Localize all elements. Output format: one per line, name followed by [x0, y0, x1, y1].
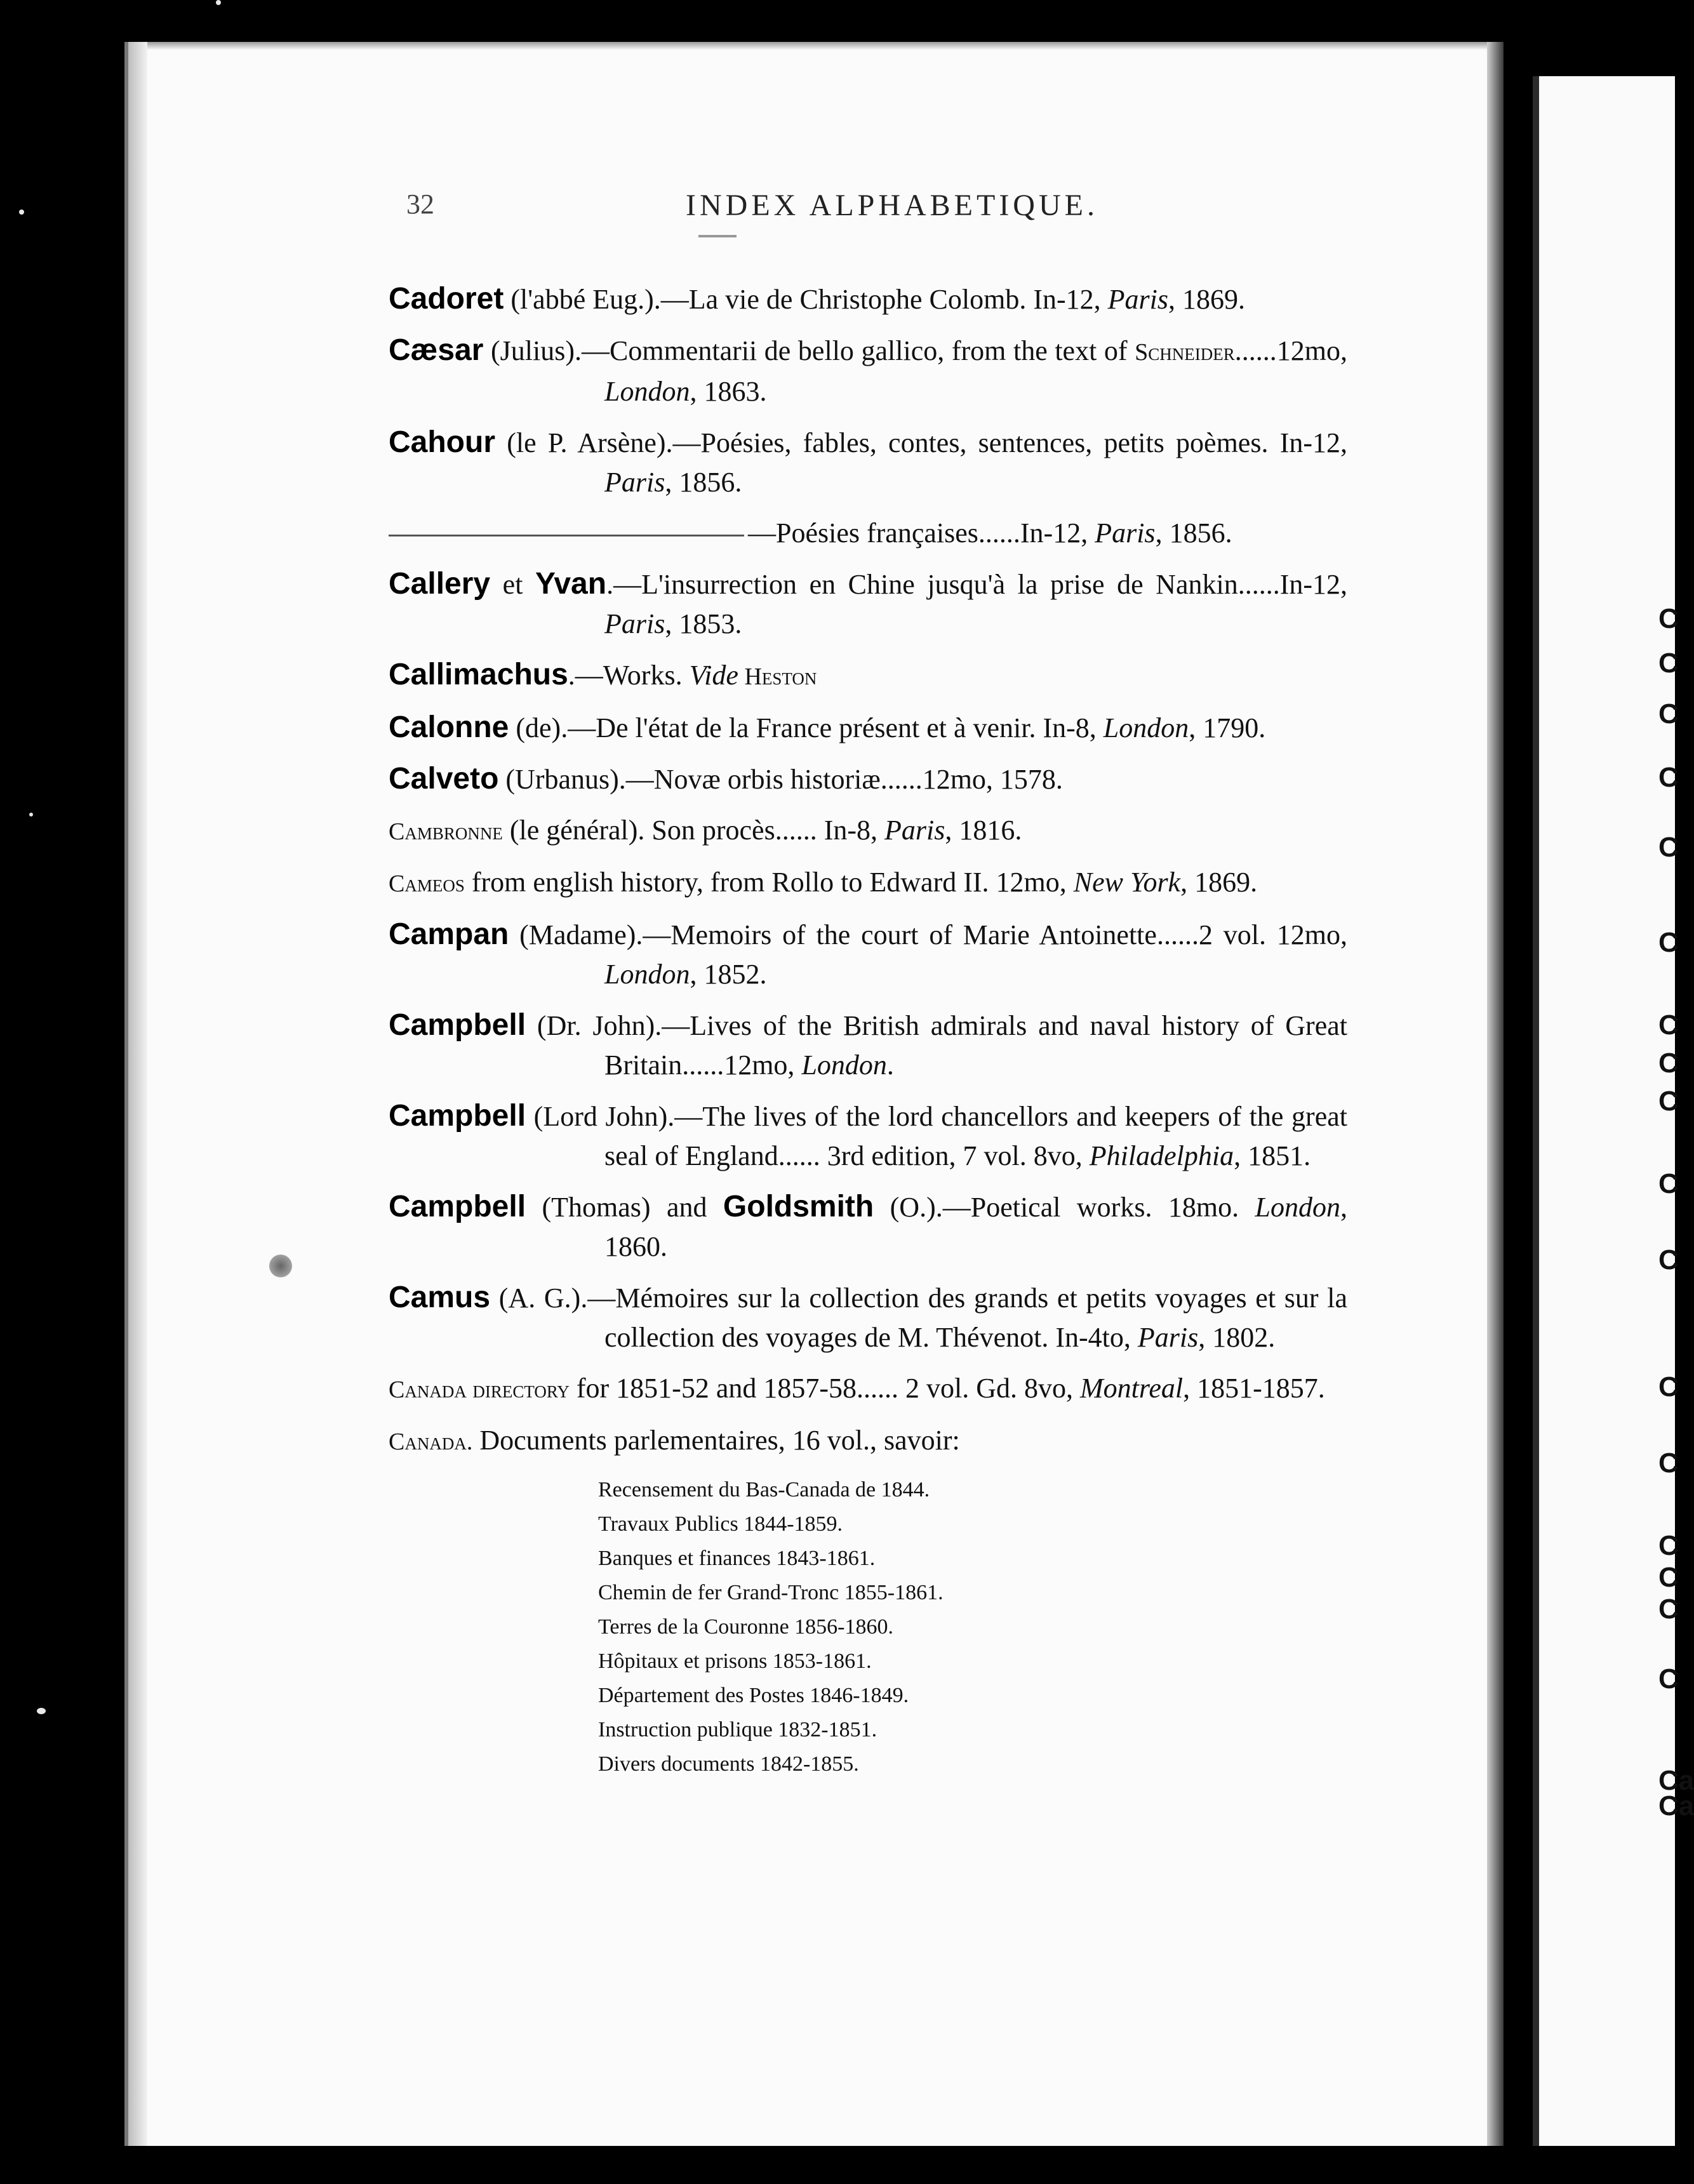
- index-entry: [389, 279, 1347, 319]
- document-item: Chemin de fer Grand-Tronc 1855-1861.: [598, 1581, 944, 1604]
- entry-headword: Campbell: [389, 1008, 526, 1042]
- facing-page-letter: C: [1658, 1663, 1679, 1695]
- entry-place: Paris: [1137, 1322, 1199, 1353]
- index-entry: [389, 811, 1347, 851]
- document-item: Travaux Publics 1844-1859.: [598, 1512, 843, 1536]
- entry-headword: Camus: [389, 1281, 491, 1314]
- entry-text: —Poésies françaises......In-12,: [748, 517, 1095, 549]
- entry-qualifier: (Lord John).: [526, 1101, 675, 1132]
- index-entries: [389, 279, 1347, 1781]
- facing-page-letter: C: [1658, 762, 1679, 793]
- entry-place: Paris: [884, 815, 945, 846]
- entry-headword: Cadoret: [389, 282, 504, 316]
- entry-text: —Commentarii de bello gallico, from the text of: [582, 335, 1135, 366]
- entry-qualifier: (Dr. John).: [526, 1010, 662, 1041]
- entry-place: London: [801, 1049, 887, 1081]
- index-entry: [389, 514, 1347, 553]
- facing-page-letter: C: [1658, 1371, 1679, 1402]
- entry-place: Paris: [1107, 284, 1169, 315]
- dust-speck: [29, 813, 33, 816]
- running-title: INDEX ALPHABETIQUE.: [686, 189, 1098, 222]
- entry-headword: Calveto: [389, 762, 499, 796]
- entry-place: London: [604, 376, 690, 407]
- entry-headword: Canada directory: [389, 1376, 570, 1403]
- entry-place: Paris: [604, 608, 665, 639]
- index-entry: [389, 915, 1347, 994]
- entry-headword: Campbell: [389, 1190, 526, 1223]
- entry-qualifier: (le P. Arsène).: [495, 427, 673, 458]
- entry-date: , 1853.: [665, 608, 742, 639]
- page-spine-edge: [124, 42, 147, 2146]
- index-entry: [389, 1096, 1347, 1176]
- facing-page-letter: C: [1658, 1086, 1679, 1117]
- entry-date: , 1869.: [1180, 867, 1258, 898]
- entry-headword: Callery: [389, 567, 491, 601]
- index-entry: [389, 863, 1347, 903]
- page-number: 32: [406, 189, 434, 220]
- entry-place: London: [604, 959, 690, 990]
- index-entry: [389, 1006, 1347, 1085]
- index-entry: [389, 1369, 1347, 1409]
- entry-headword: Callimachus: [389, 658, 568, 691]
- facing-page-letter: C: [1658, 1594, 1679, 1625]
- entry-text: —Novæ orbis historiæ......12mo, 1578.: [625, 764, 1063, 795]
- document-item: Terres de la Couronne 1856-1860.: [598, 1615, 893, 1639]
- dust-speck: [37, 1708, 46, 1714]
- entry-place: Vide: [689, 660, 738, 691]
- canada-documents-list: [598, 1473, 1347, 1781]
- entry-qualifier: (de).: [509, 712, 568, 743]
- entry-date: , 1851.: [1234, 1140, 1311, 1171]
- entry-text: (le général). Son procès...... In-8,: [502, 815, 884, 846]
- entry-date: , 1863.: [690, 376, 767, 407]
- entry-text: for 1851-52 and 1857-58...... 2 vol. Gd. 8vo,: [569, 1373, 1080, 1404]
- entry-text: Documents parlementaires, 16 vol., savoir:: [472, 1425, 960, 1456]
- entry-place: Montreal: [1080, 1373, 1184, 1404]
- entry-text: —La vie de Christophe Colomb. In-12,: [660, 284, 1108, 315]
- document-item: Banques et finances 1843-1861.: [598, 1547, 876, 1570]
- document-item: Instruction publique 1832-1851.: [598, 1718, 877, 1741]
- entry-qualifier: (Urbanus).: [498, 764, 626, 795]
- dust-speck: [216, 0, 221, 5]
- facing-page-letter: C: [1658, 927, 1679, 958]
- entry-date: .: [886, 1049, 894, 1081]
- entry-text: (O.).—Poetical works. 18mo.: [874, 1192, 1255, 1223]
- entry-place: London: [1103, 712, 1189, 743]
- entry-text: .—Works.: [568, 660, 690, 691]
- index-entry: [389, 1278, 1347, 1357]
- facing-page-letter: C: [1658, 1009, 1679, 1041]
- entry-place: Paris: [1095, 517, 1156, 549]
- facing-page-letter: C: [1658, 1448, 1679, 1479]
- entry-text: —Memoirs of the court of Marie Antoinette......2 vol. 12mo,: [643, 919, 1347, 950]
- index-entry: [389, 423, 1347, 502]
- facing-page-letter: C: [1658, 832, 1679, 863]
- entry-headword: Campan: [389, 917, 509, 951]
- entry-date: , 1816.: [945, 815, 1022, 846]
- entry-date: , 1860.: [604, 1192, 1347, 1262]
- entry-date: , 1802.: [1198, 1322, 1276, 1353]
- facing-page: [1533, 76, 1675, 2146]
- entry-text: ......12mo,: [1234, 335, 1348, 366]
- facing-page-letter: C: [1658, 603, 1679, 634]
- entry-date: , 1851-1857.: [1183, 1373, 1325, 1404]
- entry-qualifier: (Madame).: [509, 919, 643, 950]
- facing-page-letter: Ca: [1658, 1765, 1694, 1796]
- index-entry: [389, 564, 1347, 644]
- page-header: [406, 188, 1397, 226]
- entry-text: from english history, from Rollo to Edward II. 12mo,: [464, 867, 1074, 898]
- entry-headword: Calonne: [389, 710, 509, 744]
- index-entry: [389, 708, 1347, 748]
- entry-headword: Campbell: [389, 1099, 526, 1133]
- facing-page-letter: C: [1658, 648, 1679, 679]
- entry-headword: Cæsar: [389, 333, 484, 367]
- entry-text: —The lives of the lord chancellors and keepers of the great seal of England...... 3rd edition, 7 vol. 8vo,: [604, 1101, 1347, 1171]
- dust-speck: [19, 210, 24, 215]
- index-entry: [389, 655, 1347, 696]
- index-entry: [389, 1421, 1347, 1462]
- facing-page-letter: C: [1658, 1530, 1679, 1561]
- index-entry: [389, 331, 1347, 411]
- facing-page-letter: C: [1658, 1562, 1679, 1593]
- entry-headword: Cahour: [389, 425, 495, 459]
- document-item: Département des Postes 1846-1849.: [598, 1684, 909, 1707]
- entry-date: , 1856.: [665, 467, 742, 498]
- entry-text: —De l'état de la France présent et à venir. In-8,: [568, 712, 1104, 743]
- document-item: Hôpitaux et prisons 1853-1861.: [598, 1649, 872, 1673]
- entry-headword-2: Yvan: [535, 567, 607, 601]
- entry-joiner: et: [490, 569, 535, 600]
- entry-date: , 1869.: [1168, 284, 1246, 315]
- entry-text: —Poésies, fables, contes, sentences, petits poèmes. In-12,: [672, 427, 1347, 458]
- entry-place: Philadelphia: [1089, 1140, 1234, 1171]
- entry-text: .—L'insurrection en Chine jusqu'à la prise de Nankin......In-12,: [606, 569, 1347, 600]
- page-gutter: [1487, 42, 1504, 2146]
- entry-date: , 1856.: [1155, 517, 1232, 549]
- entry-qualifier: (l'abbé Eug.).: [504, 284, 661, 315]
- entry-date: , 1852.: [690, 959, 767, 990]
- entry-text: —Mémoires sur la collection des grands et petits voyages et sur la collection des voyages de M. Thévenot. In-4to,: [587, 1282, 1347, 1353]
- ink-blot: [269, 1255, 292, 1277]
- entry-qualifier: (A. G.).: [490, 1282, 588, 1314]
- index-entry: [389, 1187, 1347, 1267]
- header-rule: [698, 235, 737, 237]
- index-entry: [389, 759, 1347, 799]
- entry-headword: Cambronne: [389, 818, 503, 845]
- entry-date: , 1790.: [1189, 712, 1266, 743]
- facing-page-letter: C: [1658, 1048, 1679, 1079]
- entry-headword: Cameos: [389, 870, 465, 897]
- page-top-edge: [124, 42, 1504, 50]
- entry-qualifier: (Julius).: [483, 335, 582, 366]
- entry-qualifier: (Thomas) and: [526, 1192, 723, 1223]
- entry-place: Paris: [604, 467, 665, 498]
- entry-headword: Canada.: [389, 1428, 473, 1455]
- entry-place: New York: [1073, 867, 1181, 898]
- facing-page-letter: Ca: [1658, 1790, 1694, 1821]
- facing-page-letter: C: [1658, 1168, 1679, 1199]
- entry-smallcaps: Schneider: [1135, 339, 1235, 366]
- document-item: Recensement du Bas-Canada de 1844.: [598, 1478, 930, 1502]
- document-item: Divers documents 1842-1855.: [598, 1752, 859, 1776]
- entry-place: London: [1255, 1192, 1340, 1223]
- entry-text: —Lives of the British admirals and naval history of Great Britain......12mo,: [604, 1010, 1347, 1081]
- ditto-rule: [389, 535, 744, 536]
- entry-headword-2: Goldsmith: [723, 1190, 874, 1223]
- entry-smallcaps: Heston: [738, 663, 817, 690]
- facing-page-letter: C: [1658, 698, 1679, 729]
- facing-page-letter: C: [1658, 1244, 1679, 1275]
